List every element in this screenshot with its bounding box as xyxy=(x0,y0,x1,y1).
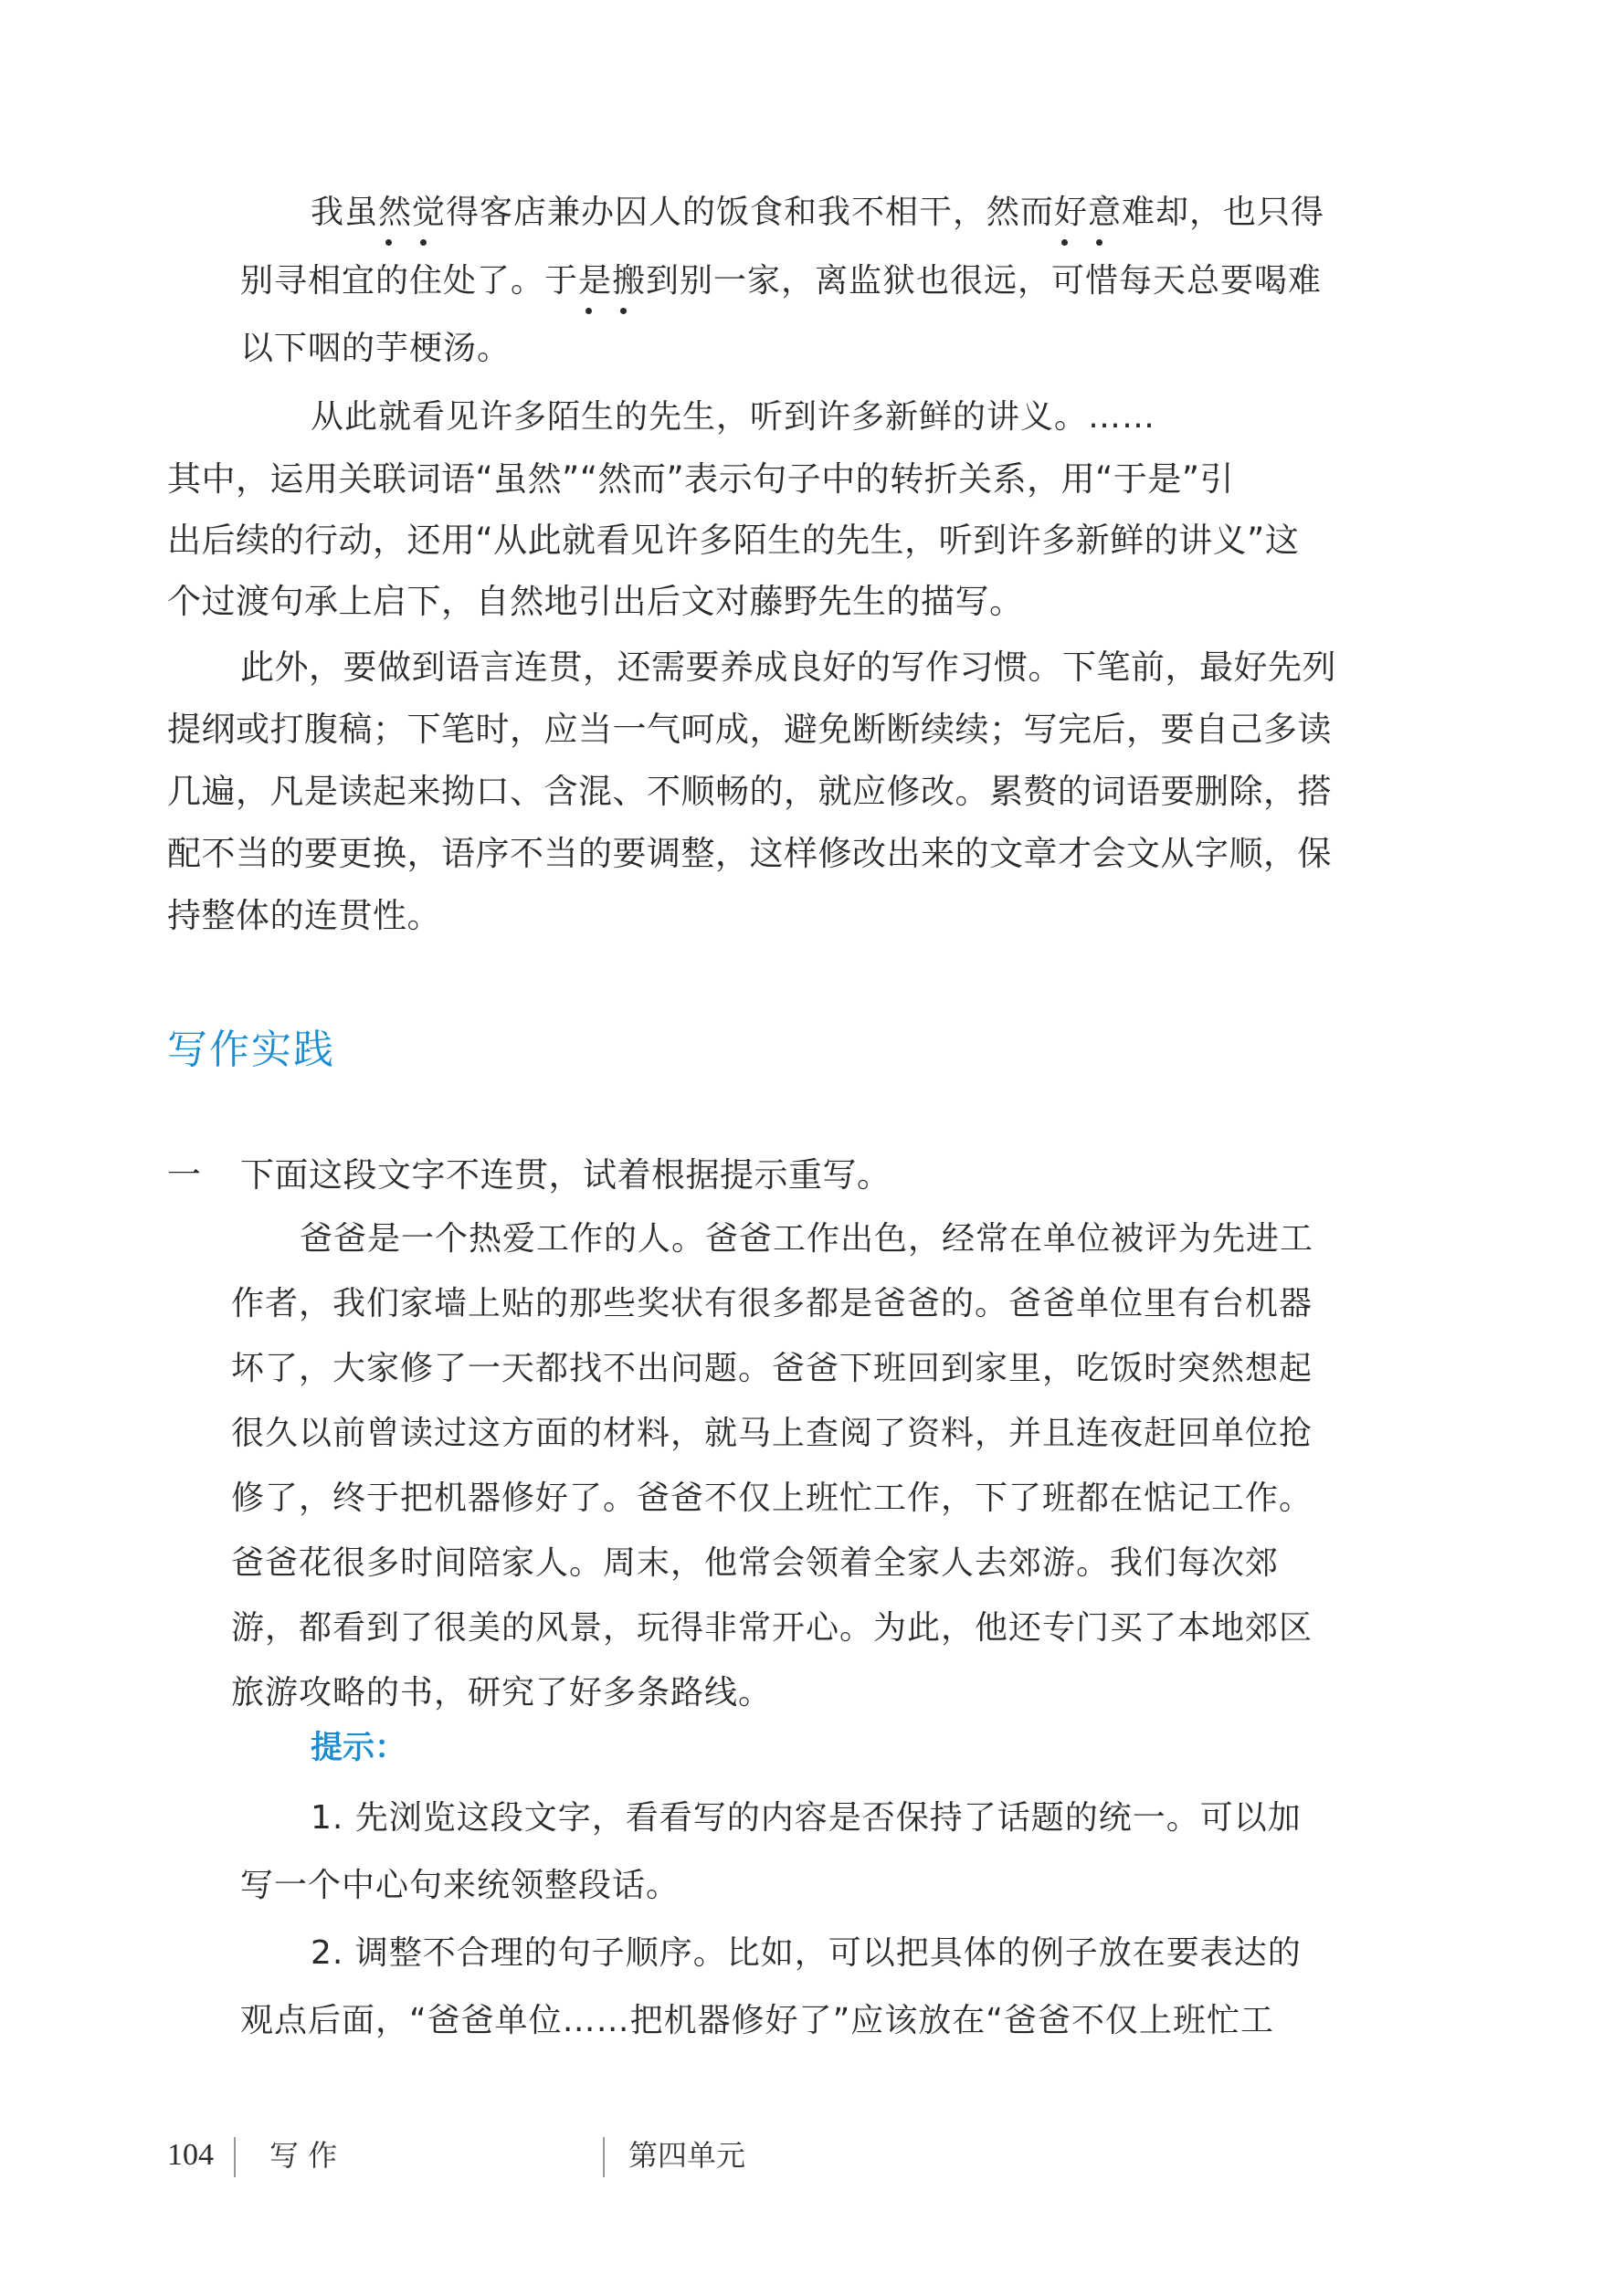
hint-line: 2. 调整不合理的句子顺序。比如，可以把具体的例子放在要表达的 xyxy=(311,1934,1302,1972)
passage-line: 旅游攻略的书，研究了好多条路线。 xyxy=(231,1674,773,1711)
body-line: 几遍，凡是读起来拗口、含混、不顺畅的，就应修改。累赘的词语要删除，搭 xyxy=(167,772,1332,811)
quote-line: 从此就看见许多陌生的先生，听到许多新鲜的讲义。…… xyxy=(311,398,1156,436)
quote-line: 别寻相宜的住处了。于是搬到别一家，离监狱也很远，可惜每天总要喝难 xyxy=(240,262,1323,300)
emphasis-dot xyxy=(620,308,627,314)
footer-unit: 第四单元 xyxy=(628,2138,746,2173)
emphasis-dot xyxy=(385,239,392,246)
body-line: 此外，要做到语言连贯，还需要养成良好的写作习惯。下笔前，最好先列 xyxy=(240,648,1336,687)
hint-line: 写一个中心句来统领整段话。 xyxy=(240,1867,680,1904)
passage-line: 很久以前曾读过这方面的材料，就马上查阅了资料，并且连夜赶回单位抢 xyxy=(231,1415,1313,1452)
body-line: 配不当的要更换，语序不当的要调整，这样修改出来的文章才会文从字顺，保 xyxy=(167,834,1332,873)
footer-divider xyxy=(603,2137,605,2177)
emphasis-dot xyxy=(1096,239,1102,246)
body-line: 提纲或打腹稿；下笔时，应当一气呵成，避免断断续续；写完后，要自己多读 xyxy=(167,710,1332,749)
emphasis-dot xyxy=(585,308,592,314)
passage-line: 坏了，大家修了一天都找不出问题。爸爸下班回到家里，吃饭时突然想起 xyxy=(231,1350,1313,1387)
passage-line: 游，都看到了很美的风景，玩得非常开心。为此，他还专门买了本地郊区 xyxy=(231,1609,1313,1647)
quote-line: 以下咽的芋梗汤。 xyxy=(240,330,512,367)
emphasis-dot xyxy=(420,239,427,246)
body-line: 出后续的行动，还用“从此就看见许多陌生的先生，听到许多新鲜的讲义”这 xyxy=(167,521,1300,560)
body-line: 个过渡句承上启下，自然地引出后文对藤野先生的描写。 xyxy=(167,582,1024,621)
footer-section: 写 作 xyxy=(269,2138,338,2173)
hint-line: 1. 先浏览这段文字，看看写的内容是否保持了话题的统一。可以加 xyxy=(311,1799,1302,1837)
hint-label: 提示： xyxy=(311,1730,407,1766)
emphasis-dot xyxy=(1061,239,1068,246)
passage-line: 作者，我们家墙上贴的那些奖状有很多都是爸爸的。爸爸单位里有台机器 xyxy=(231,1285,1313,1322)
passage-line: 爸爸是一个热爱工作的人。爸爸工作出色，经常在单位被评为先进工 xyxy=(300,1220,1314,1258)
footer-divider xyxy=(234,2137,236,2177)
exercise-prompt: 下面这段文字不连贯，试着根据提示重写。 xyxy=(240,1155,891,1195)
passage-line: 爸爸花很多时间陪家人。周末，他常会领着全家人去郊游。我们每次郊 xyxy=(231,1544,1280,1582)
passage-line: 修了，终于把机器修好了。爸爸不仅上班忙工作，下了班都在惦记工作。 xyxy=(231,1480,1313,1517)
hint-line: 观点后面，“爸爸单位……把机器修好了”应该放在“爸爸不仅上班忙工 xyxy=(240,2002,1274,2039)
section-heading: 写作实践 xyxy=(167,1027,335,1073)
page-number: 104 xyxy=(167,2138,214,2172)
body-line: 持整体的连贯性。 xyxy=(167,896,441,935)
exercise-number: 一 xyxy=(167,1155,201,1195)
body-line: 其中，运用关联词语“虽然”“然而”表示句子中的转折关系，用“于是”引 xyxy=(167,459,1235,499)
quote-line: 我虽然觉得客店兼办囚人的饭食和我不相干，然而好意难却，也只得 xyxy=(311,194,1325,231)
